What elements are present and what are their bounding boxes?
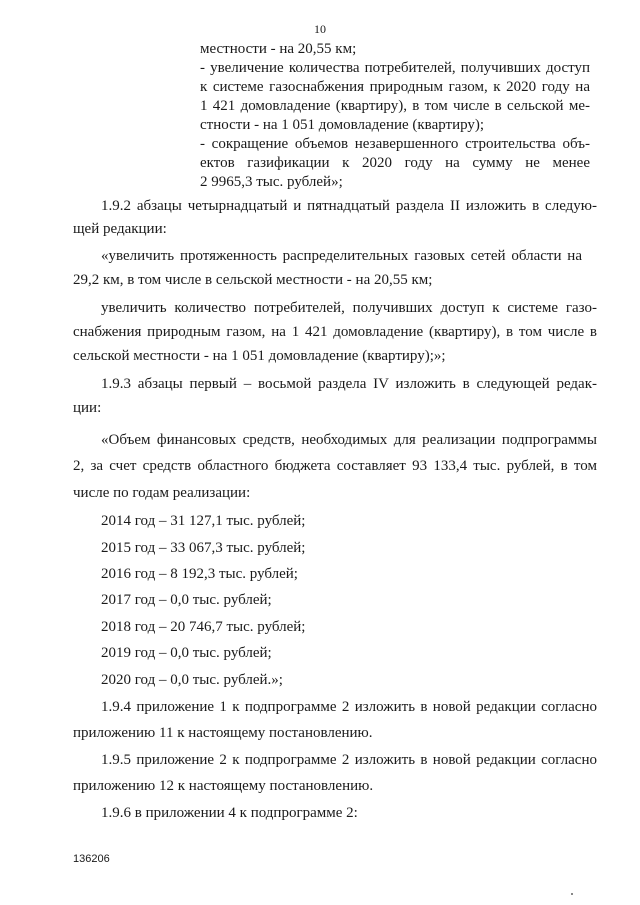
- year-allocation-line: 2016 год – 8 192,3 тыс. рублей;: [101, 566, 298, 582]
- scan-speck: [571, 893, 573, 895]
- paragraph-1-9-2-line: 1.9.2 абзацы четырнадцатый и пятнадцатый раздела II изложить в следую-: [101, 198, 597, 214]
- year-allocation-line: 2014 год – 31 127,1 тыс. рублей;: [101, 513, 306, 529]
- text-line: стности - на 1 051 домовладение (квартиру);: [200, 117, 485, 133]
- quote-line: снабжения природным газом, на 1 421 домовладение (квартиру), в том числе в: [73, 324, 597, 340]
- continued-list-block: [200, 40, 590, 192]
- text-line: ектов газификации к 2020 году на сумму не менее: [200, 155, 590, 171]
- paragraph-1-9-5-line: приложению 12 к настоящему постановлению.: [73, 778, 374, 794]
- quote-line: сельской местности - на 1 051 домовладение (квартиру);»;: [73, 348, 446, 364]
- paragraph-1-9-4-line: приложению 11 к настоящему постановлению.: [73, 725, 373, 741]
- quote-line: «увеличить протяженность распределительных газовых сетей области на: [101, 248, 582, 264]
- text-line: местности - на 20,55 км;: [200, 41, 357, 57]
- paragraph-1-9-4-line: 1.9.4 приложение 1 к подпрограмме 2 изложить в новой редакции согласно: [101, 699, 597, 715]
- text-line: 1 421 домовладение (квартиру), в том числе в сельской ме-: [200, 98, 590, 114]
- year-allocation-line: 2020 год – 0,0 тыс. рублей.»;: [101, 672, 283, 688]
- paragraph-1-9-3-line: 1.9.3 абзацы первый – восьмой раздела IV изложить в следующей редак-: [101, 376, 597, 392]
- year-allocation-line: 2019 год – 0,0 тыс. рублей;: [101, 645, 272, 661]
- year-allocation-line: 2018 год – 20 746,7 тыс. рублей;: [101, 619, 306, 635]
- text-line: - сокращение объемов незавершенного строительства объ-: [200, 136, 590, 152]
- text-line: 2 9965,3 тыс. рублей»;: [200, 174, 343, 190]
- quote-line: числе по годам реализации:: [73, 485, 251, 501]
- quote-line: увеличить количество потребителей, получивших доступ к системе газо-: [101, 300, 597, 316]
- document-code: 136206: [73, 853, 110, 865]
- year-allocation-line: 2015 год – 33 067,3 тыс. рублей;: [101, 540, 306, 556]
- paragraph-1-9-5-line: 1.9.5 приложение 2 к подпрограмме 2 изложить в новой редакции согласно: [101, 752, 597, 768]
- paragraph-1-9-3-line: ции:: [73, 400, 102, 416]
- text-line: - увеличение количества потребителей, получивших доступ: [200, 60, 590, 76]
- quote-line: 29,2 км, в том числе в сельской местности - на 20,55 км;: [73, 272, 433, 288]
- paragraph-1-9-6-line: 1.9.6 в приложении 4 к подпрограмме 2:: [101, 805, 358, 821]
- quote-line: «Объем финансовых средств, необходимых для реализации подпрограммы: [101, 432, 597, 448]
- year-allocation-line: 2017 год – 0,0 тыс. рублей;: [101, 592, 272, 608]
- quote-line: 2, за счет средств областного бюджета составляет 93 133,4 тыс. рублей, в том: [73, 458, 597, 474]
- page-number: 10: [314, 22, 326, 36]
- text-line: к системе газоснабжения природным газом, к 2020 году на: [200, 79, 590, 95]
- paragraph-1-9-2-line: щей редакции:: [73, 221, 167, 237]
